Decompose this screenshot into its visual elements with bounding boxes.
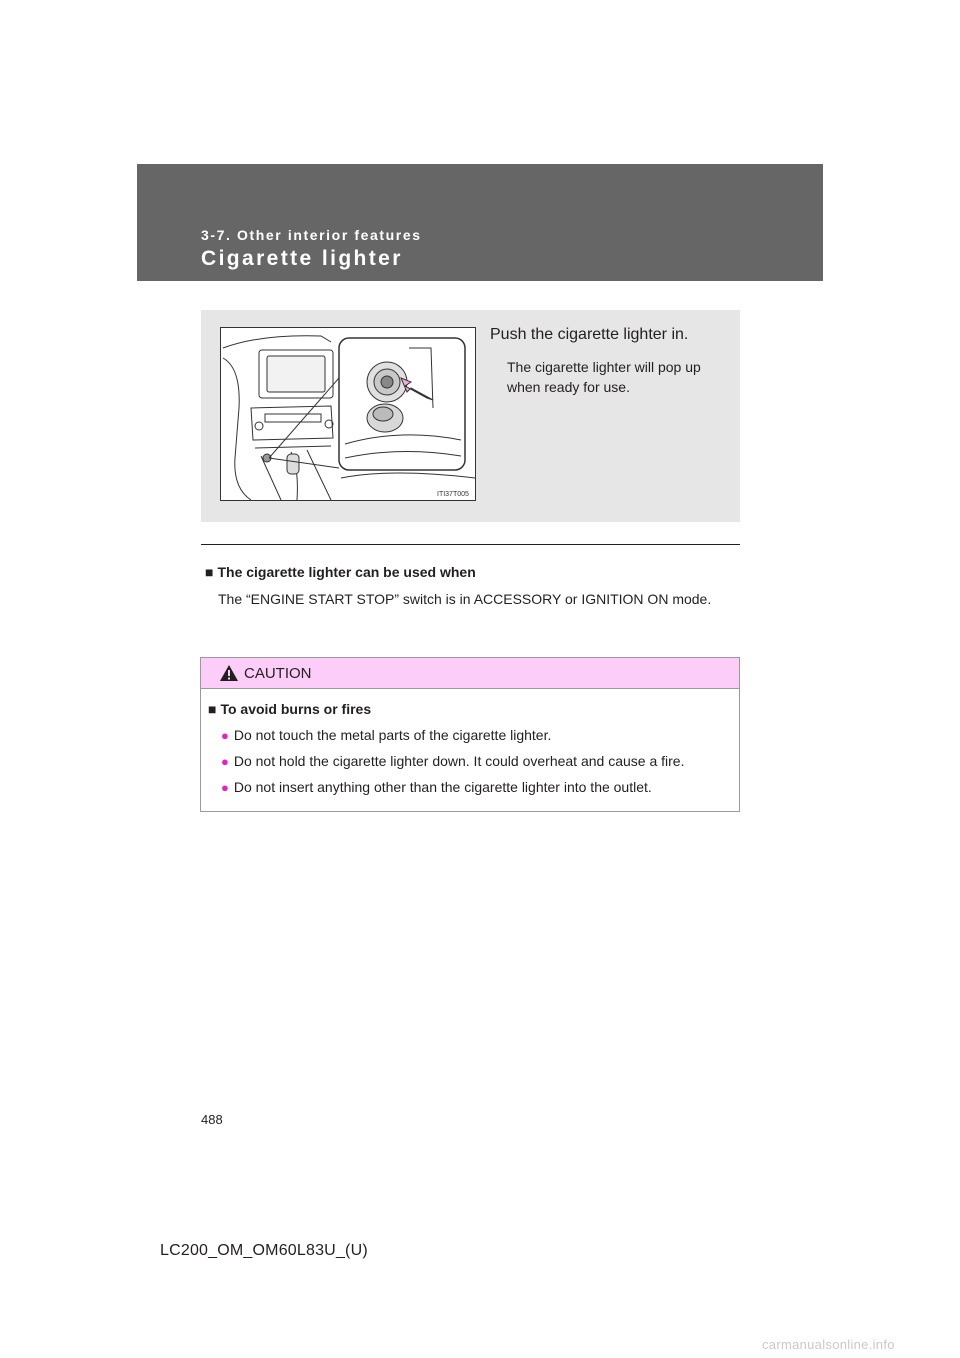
note-body: The “ENGINE START STOP” switch is in ACCESSORY or IGNITION ON mode.: [218, 591, 712, 607]
watermark: carmanualsonline.info: [762, 1337, 895, 1352]
illustration-code: ITI37T005: [437, 491, 469, 498]
bullet-icon: ●: [221, 780, 229, 795]
caution-item: ● Do not touch the metal parts of the cigarette lighter.: [221, 727, 552, 743]
divider: [201, 544, 740, 545]
caution-box: [200, 657, 740, 812]
document-code: LC200_OM_OM60L83U_(U): [160, 1242, 368, 1259]
section-header: [137, 164, 823, 281]
caution-list: [221, 726, 684, 804]
section-label: 3-7. Other interior features: [201, 227, 422, 243]
illustration-panel: [201, 310, 740, 522]
note-heading-text: The cigarette lighter can be used when: [217, 564, 476, 580]
note-heading: [205, 564, 476, 580]
bullet-icon: ●: [221, 728, 229, 743]
caution-header: [201, 658, 739, 689]
square-bullet-icon: ■: [205, 564, 214, 580]
step-description: The cigarette lighter will pop up when ready for use.: [507, 359, 701, 395]
caution-subheading: [208, 701, 371, 717]
bullet-icon: ●: [221, 754, 229, 769]
warning-triangle-icon: [219, 664, 239, 682]
square-bullet-icon: ■: [208, 701, 217, 717]
caution-subheading-text: To avoid burns or fires: [220, 701, 372, 717]
caution-label: CAUTION: [244, 665, 312, 682]
page-title: Cigarette lighter: [201, 247, 403, 270]
step-title: Push the cigarette lighter in.: [490, 326, 689, 343]
page-number: 488: [201, 1112, 223, 1127]
caution-item: ● Do not insert anything other than the cigarette lighter into the outlet.: [221, 779, 652, 795]
caution-item: ● Do not hold the cigarette lighter down. It could overheat and cause a fire.: [221, 753, 685, 769]
cigarette-lighter-illustration: [220, 327, 476, 501]
